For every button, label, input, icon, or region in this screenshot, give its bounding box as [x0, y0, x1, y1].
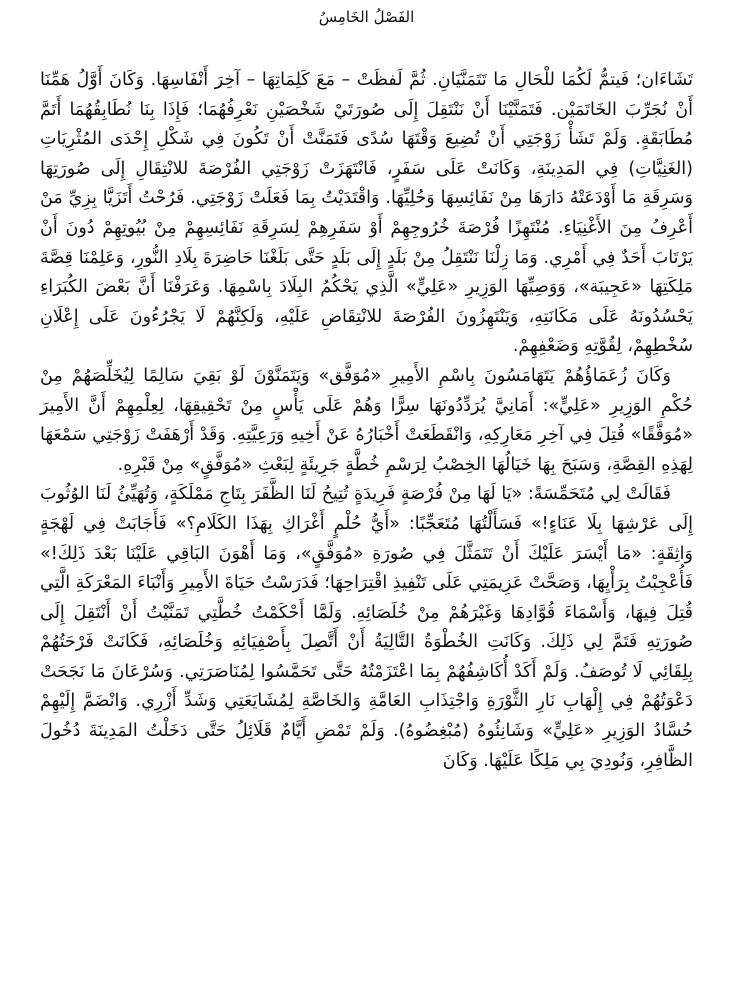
paragraph-1: تَشَاءَان؛ فَيتمُّ لَكُمَا للْحَالِ مَا تَتَمَنَّيَانِ. ثُمَّ لَفظَتْ – مَعَ كَلِمَاتِهَا – آخِرَ أَنْفَاسِهَا. وَكَانَ أَوَّلُ هَمِّنَا أَنْ نُجَرِّبَ الخَاتَمَيْن. فَتَمَنَّيْنَا أَنْ نَنْتَقِلَ إِلَى صُورَتَيْ شَخْصَيْنِ نَعْرِفُهُمَا؛ فَإِذَا بِنَا نُطَابِقُهُمَا أَتَمَّ مُطَابَقَةٍ. وَلَمْ تَشَأْ زَوْجَتِي أَنْ تُضِيعَ وَقْتَهَا سُدًى فَتَمَنَّتْ أَنْ تَكُونَ فِي شَكْلِ إِحْدَى المُثْرِيَاتِ (الغَنِيَّاتِ) فِي المَدِينَةِ، وَكَانَتْ عَلَى سَفَرٍ، فَانْتَهَزَتْ زَوْجَتِي الفُرْصَةَ للانْتِقَالِ إِلَى صُورَتِهَا وَسَرِقَةِ مَا أَوْدَعَتْهُ دَارَهَا مِنْ نَفَائِسِهَا وَحُلِيِّهَا. وَاقْتَدَيْتُ بِمَا فَعَلَتْ زَوْجَتِي. فَرُحْتُ أَتَزَيَّا بِزِيِّ مَنْ أَعْرِفُ مِنَ الأَغْنِيَاءِ. مُنْتَهِزًا فُرْصَةَ خُرُوجِهِمْ أَوْ سَفَرِهِمْ لِسَرِقَةِ نَفَائِسِهِمْ مِنْ بُيُوتِهِمْ دُونَ أَنْ يَرْتَابَ أَحَدٌ فِي أَمْرِي. وَمَا زِلْنَا نَنْتَقِلُ مِنْ بَلَدٍ إِلَى بَلَدٍ حَتَّى بَلَغْنَا حَاضِرَةَ بِلَادِ النُّورِ، وَعَلِمْنَا قِصَّةَ مَلِكَتِهَا «عَجِيبَة»، وَوَصِيِّهَا الوَزِيرِ «عَلِيٍّ» الَّذِي يَحْكُمُ البِلَادَ بِاسْمِهَا. وَعَرَفْنَا أَنَّ بَعْضَ الكُبَرَاءِ يَحْسُدُونَهُ عَلَى مَكَانَتِهِ، وَيَنْتَهِزُونَ الفُرْصَةَ للانْتِقَاضِ عَلَيْهِ، وَلَكِنَّهُمْ لَا يَجْرُءُونَ عَلَى إِعْلَانِ سُخْطِهِمْ، لِقُوَّتِهِ وَضَعْفِهِمْ. — [40, 70, 693, 357]
chapter-title: الفَصْلُ الخَامِسُ — [318, 8, 415, 26]
page-body — [40, 66, 693, 776]
paragraph-3: فَقَالَتْ لِي مُتَحَمِّسَةً: «يَا لَهَا مِنْ فُرْصَةٍ فَرِيدَةٍ تُتِيحُ لَنَا الظَّفَرَ بِتَاجِ مَمْلَكَةٍ، وَتُهَيِّئُ لَنَا الوُثُوبَ إِلَى عَرْشِهَا بِلَا عَنَاءٍ!» فَسَأَلْتُهَا مُتَعَجِّبًا: «أَيُّ حُلْمٍ أَغْرَاكِ بِهَذَا الكَلَامِ؟» فَأَجَابَتْ فِي لَهْجَةٍ وَاثِقَةٍ: «مَا أَيْسَرَ عَلَيْكَ أَنْ تَتَمَثَّلَ فِي صُورَةِ «مُوَفَّقٍ»، وَمَا أَهْوَنَ البَاقِي عَلَيْنَا بَعْدَ ذَلِكَ!» فَأُعْجِبْتُ بِرَأْيِهَا، وَصَحَّتْ عَزِيمَتِي عَلَى تَنْفِيذِ اقْتِرَاحِهَا؛ فَدَرَسْتُ حَيَاةَ الأَمِيرِ وَأَنْبَاءَ المَعْرَكَةِ الَّتِي قُتِلَ فِيهَا، وَأَسْمَاءَ قُوَّادِهَا وَغَيْرَهُمْ مِنْ خُلَصَائِهِ. وَلَمَّا أَحْكَمْتُ خُطَّتِي تَمَنَّيْتُ أَنْ أَنْتَقِلَ إِلَى صُورَتِهِ فَتَمَّ لِي ذَلِكَ. وَكَانَتِ الخُطْوَةُ التَّالِيَةُ أَنْ أَتَّصِلَ بِأَصْفِيَائِهِ وَخُلَصَائِهِ، فَكَانَتْ فَرْحَتُهُمْ بِلِقَائِي لَا تُوصَفُ. وَلَمْ أَكَدْ أُكَاشِفُهُمْ بِمَا اعْتَزَمْتُهُ حَتَّى تَحَمَّسُوا لِمُنَاصَرَتِي. وَسُرْعَانَ مَا نَجَحَتْ دَعْوَتُهُمْ فِي إِلْهَابِ نَارِ الثَّوْرَةِ وَاجْتِذَابِ العَامَّةِ وَالخَاصَّةِ لِمُشَايَعَتِي وَشَدِّ أَزْرِي. وَانْضَمَّ إِلَيْهِمْ حُسَّادُ الوَزِيرِ «عَلِيٍّ» وَشَانِئُوهُ (مُبْغِضُوهُ). وَلَمْ تَمْضِ أَيَّامٌ قَلَائِلُ حَتَّى دَخَلْتُ المَدِينَةَ دُخُولَ الظَّافِرِ، وَنُودِيَ بِي مَلِكًا عَلَيْهَا. وَكَانَ — [40, 484, 693, 771]
paragraph-2: وَكَانَ زُعَمَاؤُهُمْ يَتَهَامَسُونَ بِاسْمِ الأَمِيرِ «مُوَفَّق» وَيَتَمَنَّوْنَ لَوْ بَقِيَ سَالِمًا لِيُخَلِّصَهُمْ مِنْ حُكْمِ الوَزِيرِ «عَلِيٍّ»: أَمَانِيَّ يُرَدِّدُونَهَا سِرًّا وَهُمْ عَلَى يَأْسٍ مِنْ تَحْقِيقِهَا، لِعِلْمِهِمْ أَنَّ الأَمِيرَ «مُوَفَّقًا» قُتِلَ فِي آخِرِ مَعَارِكِهِ، وَانْقَطَعَتْ أَخْبَارُهُ عَنْ أَخِيهِ وَرَعِيَّتِهِ. وَقَدْ أَرْهَفَتْ زَوْجَتِي سَمْعَهَا لِهَذِهِ القِصَّةِ، وَسَبَحَ بِهَا خَيَالُهَا الخِصْبُ لِرَسْمِ خُطَّةٍ جَرِيئَةٍ لِبَعْثِ «مُوَفَّقٍ» مِنْ قَبْرِهِ. — [40, 365, 693, 475]
